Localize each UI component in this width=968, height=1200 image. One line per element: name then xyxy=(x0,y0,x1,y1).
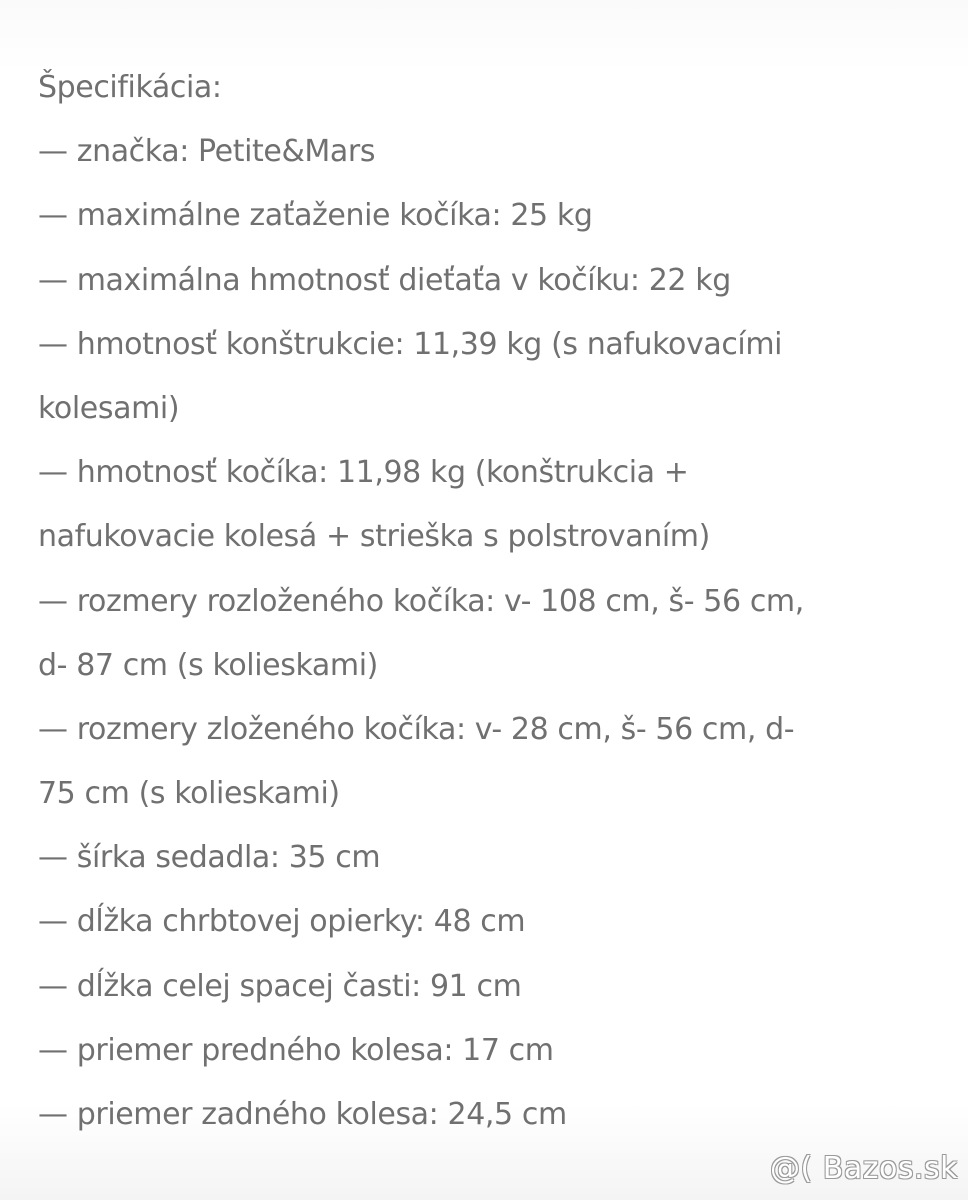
spec-line: — šírka sedadla: 35 cm xyxy=(38,840,381,876)
spec-line: — hmotnosť kočíka: 11,98 kg (konštrukcia + xyxy=(38,455,689,491)
spec-line: — priemer zadného kolesa: 24,5 cm xyxy=(38,1097,567,1132)
spec-line: kolesami) xyxy=(38,390,180,426)
spec-line: nafukovacie kolesá + strieška s polstrovaním) xyxy=(38,519,710,555)
spec-line: — značka: Petite&Mars xyxy=(38,134,376,170)
spec-line: 75 cm (s kolieskami) xyxy=(38,776,340,812)
spec-line: d- 87 cm (s kolieskami) xyxy=(38,647,378,683)
spec-line: — maximálna hmotnosť dieťaťa v kočíku: 22 kg xyxy=(38,262,731,298)
spec-line: — hmotnosť konštrukcie: 11,39 kg (s nafukovacími xyxy=(38,326,783,362)
spec-line: — priemer predného kolesa: 17 cm xyxy=(38,1032,554,1068)
bazos-watermark: @( Bazos.sk xyxy=(770,1151,958,1186)
spec-line: — maximálne zaťaženie kočíka: 25 kg xyxy=(38,198,593,234)
spec-heading: Špecifikácia: xyxy=(38,70,222,105)
specification-text xyxy=(38,56,938,1147)
spec-line: — rozmery rozloženého kočíka: v- 108 cm, š- 56 cm, xyxy=(38,583,804,619)
spec-line: — dĺžka celej spacej časti: 91 cm xyxy=(38,968,522,1004)
spec-line: — dĺžka chrbtovej opierky: 48 cm xyxy=(38,904,526,940)
spec-line: — rozmery zloženého kočíka: v- 28 cm, š- 56 cm, d- xyxy=(38,711,795,747)
